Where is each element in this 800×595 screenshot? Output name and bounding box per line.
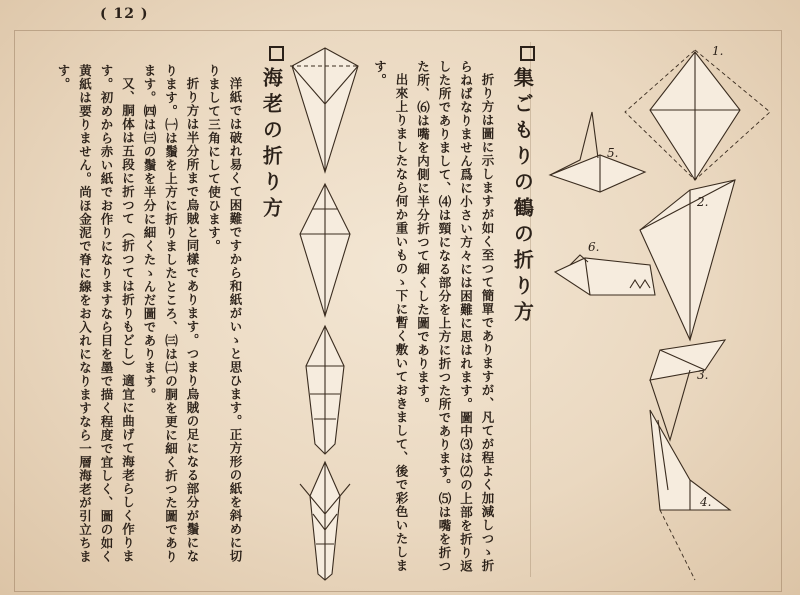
shrimp-paragraph: 又、胴体は五段に折つて（折つては折りもどし）適宜に曲げて海老らしく作ります。初めから赤い紙でお作りになりますなら目を墨で描く程度で宜しく、圖の如く黄紙は要りません。尚ほ金泥で脊に線をお入れになりますなら一層海老が引立ちます。 xyxy=(56,64,136,564)
crane-paragraph: 折り方は圖に示しますが如く至つて簡單でありますが、凡てが程よく加減しつゝ折らねばなりません爲に小さい方々には困難に思はれます。圖中⑶は⑵の上部を折り返した所でありまして、⑷は頸になる部分を上方に折つた所であります。⑸は嘴を折つた所、⑹は嘴を内側に半分折つて細くした圖であります。 xyxy=(415,60,495,573)
shrimp-step-2 xyxy=(300,184,350,316)
crane-step-2 xyxy=(640,180,735,340)
shrimp-paragraph: 折り方は半分所まで烏賊と同樣であります。つまり烏賊の足になる部分が鬚になります。㈠は鬚を上方に折りましたところ、㈢は㈡の胴を更に細く折つた圖であります。㈣は㈢の鬚を半分に細くたゝんだ圖であります。 xyxy=(142,64,200,564)
crane-step-label: 4. xyxy=(700,495,712,509)
crane-step-1 xyxy=(625,50,770,180)
crane-step-3 xyxy=(650,340,725,440)
crane-step-4 xyxy=(650,410,730,580)
shrimp-step-3 xyxy=(306,326,344,454)
page-number: ( 12 ) xyxy=(100,6,149,22)
crane-body xyxy=(370,60,498,580)
shrimp-diagram xyxy=(280,44,370,584)
crane-heading: 集ごもりの鶴の折り方 xyxy=(505,46,539,336)
shrimp-step-4 xyxy=(300,462,350,580)
square-marker-icon xyxy=(520,46,535,61)
shrimp-step-1 xyxy=(290,48,360,172)
crane-step-6 xyxy=(555,255,655,295)
crane-step-5 xyxy=(550,112,645,192)
shrimp-heading: 海老の折り方 xyxy=(254,46,288,246)
crane-step-label: 3. xyxy=(697,368,709,382)
crane-paragraph: 出來上りましたなら何か重いものゝ下に暫く敷いておきまして、後で彩色いたします。 xyxy=(372,60,409,572)
crane-diagram xyxy=(540,40,780,585)
shrimp-body xyxy=(56,64,246,574)
crane-step-label: 5. xyxy=(607,146,619,160)
crane-step-label: 2. xyxy=(697,195,709,209)
shrimp-paragraph: 洋紙では破れ易くて困難ですから和紙がいゝと思ひます。正方形の紙を斜めに切りまして三角にして使ひます。 xyxy=(206,64,243,563)
crane-step-label: 6. xyxy=(588,240,600,254)
crane-step-label: 1. xyxy=(712,44,724,58)
